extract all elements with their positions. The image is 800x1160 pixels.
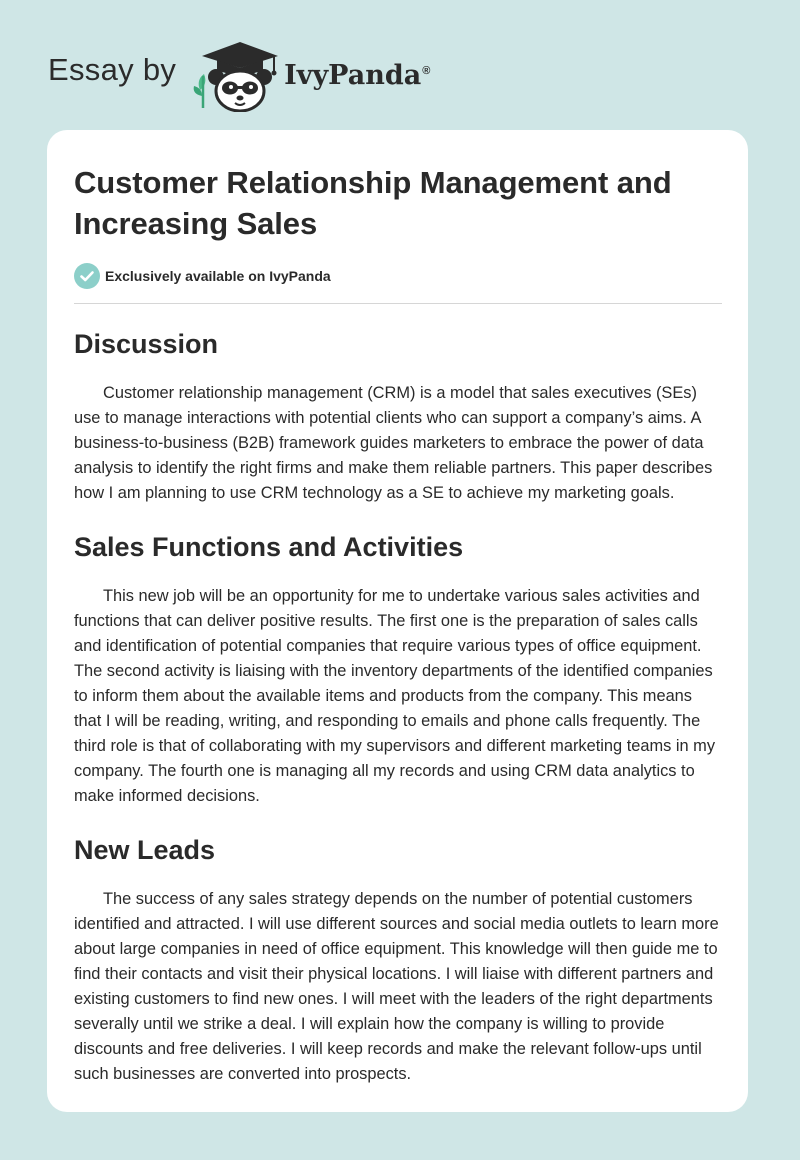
section-new-leads	[74, 833, 722, 1087]
section-sales-functions	[74, 530, 722, 809]
section-paragraph: This new job will be an opportunity for me to undertake various sales activities and functions that can deliver positive results. The first one is the preparation of sales calls and identification of potential companies that require various types of office equipment. The second activity is liaising with the inventory departments of the identified companies to inform them about the available items and products from the company. This means that I will be reading, writing, and responding to emails and phone calls frequently. The third role is that of collaborating with my supervisors and different marketing teams in my company. The fourth one is managing all my records and using CRM data analytics to make informed decisions.	[74, 587, 716, 805]
section-heading: New Leads	[74, 835, 216, 865]
exclusive-badge-text: Exclusively available on IvyPanda	[105, 268, 331, 284]
essay-card	[47, 130, 748, 1112]
section-heading: Discussion	[74, 329, 219, 359]
section-paragraph: The success of any sales strategy depends on the number of potential customers identified and attracted. I will use different sources and social media outlets to learn more about large companies in need of office equipment. This knowledge will then guide me to find their contacts and visit their physical locations. I will liaise with different partners and existing customers to find new ones. I will meet with the leaders of the right departments severally until we strike a deal. I will explain how the company is willing to provide discounts and free deliveries. I will keep records and make the relevant follow-ups until such businesses are converted into prospects.	[74, 890, 719, 1083]
brand-name	[284, 60, 430, 91]
brand-header	[48, 34, 430, 114]
section-discussion	[74, 327, 722, 506]
brand-name-text: IvyPanda	[284, 59, 422, 91]
title-divider	[74, 303, 722, 304]
section-heading: Sales Functions and Activities	[74, 532, 464, 562]
registered-mark: ®	[422, 64, 431, 77]
panda-graduate-logo-icon[interactable]	[190, 36, 282, 112]
brand-prefix: Essay by	[48, 52, 177, 87]
check-circle-icon	[74, 263, 100, 289]
exclusive-badge	[74, 263, 722, 289]
essay-title: Customer Relationship Management and Increasing Sales	[74, 165, 672, 241]
section-paragraph: Customer relationship management (CRM) is a model that sales executives (SEs) use to manage interactions with potential clients who can support a company’s aims. A business-to-business (B2B) framework guides marketers to embrace the power of data analysis to identify the right firms and make them reliable partners. This paper describes how I am planning to use CRM technology as a SE to achieve my marketing goals.	[74, 384, 713, 502]
